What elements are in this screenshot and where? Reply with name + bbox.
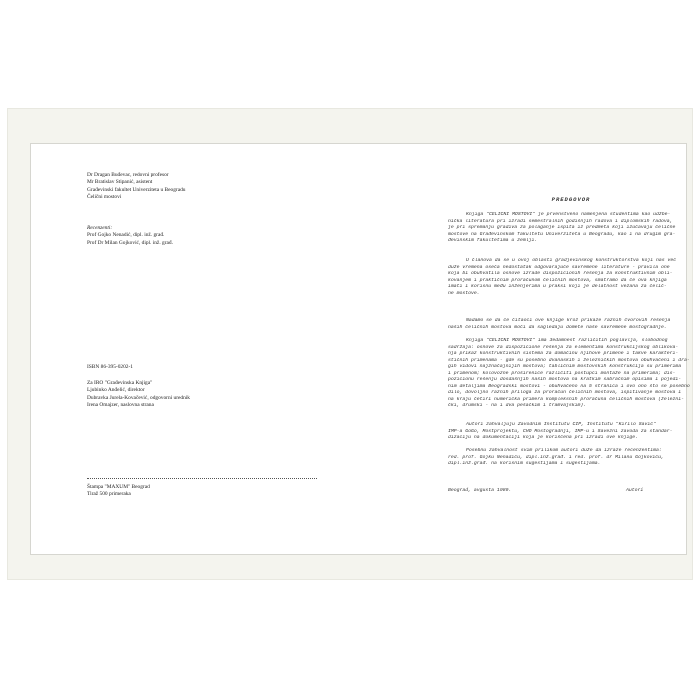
text-line: duže vremena oseća nedostatak odgovarajuće savremene literature - pravila one [448, 264, 670, 270]
print-line: Tiraž 500 primeraka [87, 491, 131, 498]
print-line: Štampa "MAXUM" Beograd [87, 484, 150, 490]
text-line: ne mostove. [448, 290, 480, 296]
faculty-line: Građevinski fakultet Univerziteta u Beogradu [87, 186, 186, 193]
text-line: đevinskim fakultetima u zemlji. [448, 238, 538, 243]
book-title: Čelični mostovi [87, 193, 122, 200]
author-line: Dr Dragan Buđevac, redovni profesor [87, 172, 169, 178]
reviewers-heading: Recenzenti: [87, 225, 113, 231]
text-line: sadržaja: osnove za dispozicione rešenja za elementima konstrukcijskog oblikova- [448, 344, 679, 350]
signature: Autori [626, 488, 644, 493]
print-block [87, 484, 150, 499]
text-line: Nadamo se da će čitaoci ove knjige kroz prikaze raznih čvorovih rešenja [466, 318, 671, 323]
publisher-line: Dubravka Jurela-Kovačević, odgovorni urednik [87, 394, 190, 401]
text-line: koja bi obuhvatila osnove izrade dispozicionih rešenja za konstruktivnim obli- [448, 271, 673, 276]
text-line: je pri spremanju gradiva za polaganje ispita iz predmeta koji izučavaju čelične [448, 225, 676, 230]
right-page [446, 144, 696, 554]
text-line: imati i korisnu među inženjerima u praksi koji je delatnost vezana za čelič- [448, 284, 667, 289]
text-line: nim detaljima Beogradski mostovi - obuhvaćeno na 5 stranica i ovo ono što se posebno [448, 383, 690, 389]
paragraph [448, 448, 696, 468]
text-line: nička literatura pri izradi semestralnih godišnjih radova i diplomskih radova, [448, 218, 673, 224]
text-line: nja prikaz konstruktivnih sistema za domaćinu njihove primene i takve karakteri- [448, 351, 679, 356]
book-spread [30, 143, 690, 555]
text-line: Knjiga "ČELIČNI MOSTOVI" je prvenstveno namenjena studentima kao udžbe- [466, 212, 671, 217]
publisher-line: Ljubinko Anđelić, direktor [87, 387, 145, 394]
text-line: dipl.inž.građ. na korisnim sugestijama i sugestijama. [448, 461, 601, 466]
text-line: Knjiga "ČELIČNI MOSTOVI" ima 3edamnest različitih poglavlja, slobodnog [466, 338, 668, 343]
text-line: pozicionu rešenju dosdašnjih naših mostova na kratkim sabraćnim opisima i pojedi- [448, 377, 682, 382]
text-line: U članova da se u ovoj oblasti gradjevinskog konstruktorstva koji nas već [466, 258, 677, 263]
text-line: na kraju četiri numerička primera kompleksnih proračuna čeličnih mostova (železni- [448, 396, 685, 402]
text-line: čki, drumski - na i dva pešačkim i tramvajskim). [448, 403, 587, 408]
paragraph [448, 318, 696, 331]
reviewer-line: Prof Dr Milan Gojković, dipl. inž. građ. [87, 239, 173, 246]
text-line: dizaciju na dokumentaciji koja je korišćena pri izradi ove knjige. [448, 435, 638, 440]
publisher-line: Irena Omajzer, naslovna strana [87, 401, 154, 408]
text-line: kovanjem i praktičnim proračunom čeličnih mostova, smatramo da će ova knjiga [448, 277, 667, 283]
author-line: Mr Bratislav Stipanić, asistent [87, 179, 153, 186]
dotted-divider [87, 478, 317, 479]
left-page [31, 144, 331, 554]
text-line: red. prof. Gojku Nenadiću, dipl.inž.građ. i red. prof. dr Milanu Gojkoviću, [448, 454, 664, 460]
reviewers-block [87, 225, 173, 247]
authors-block [87, 172, 186, 201]
text-line: stičnih primenama - gde su posebno dvanaskih i železničkih mostova obuhvaćeni i dra- [448, 357, 690, 363]
preface-title: PREDGOVOR [551, 196, 591, 203]
place-date: Beograd, avgusta 1989. [448, 488, 512, 493]
reviewer-line: Prof Gojko Nenadić, dipl. inž. građ. [87, 232, 165, 239]
text-line: Posebnu zahvalnost svim prilikom autori duže da izraze recenzentima: [466, 448, 662, 453]
publisher-block [87, 380, 190, 409]
publisher-line: Za IRO "Građevinska Knjiga" [87, 380, 153, 386]
text-line: naših čeličnih mostova moći da sagledaju domete naše savremene mostogradnje. [448, 324, 667, 330]
text-line: mostove na Građevinskom fakultetu Univerziteta u Beogradu, kao i na drugim gra- [448, 231, 676, 237]
paragraph [448, 212, 696, 245]
isbn: ISBN 86-395-0202-1 [87, 364, 133, 370]
text-line: dilo, dovoljno raznih priloga za proračun čeličnih mostova, ispitivanje mostova i [448, 390, 682, 395]
paragraph [448, 422, 696, 442]
text-line: IMP-a GoGo, Mostprojektu, CHO Mostogradnji, IMP-u i Savezni zavoda za standar- [448, 428, 673, 434]
text-line: i primenom; kolovozne proširenice različiti postupci montaže na primerima; dis- [448, 370, 676, 376]
text-line: gih vidovi najznačajnijih mostova; tabličnim mostovskih konstrukcija su primerima [448, 364, 682, 369]
paragraph [448, 258, 696, 297]
text-line: Autori zahvaljuju Zavodnim Institutu CIP, Institutu "Kirilo Savić" [466, 422, 656, 427]
paragraph [448, 338, 696, 410]
